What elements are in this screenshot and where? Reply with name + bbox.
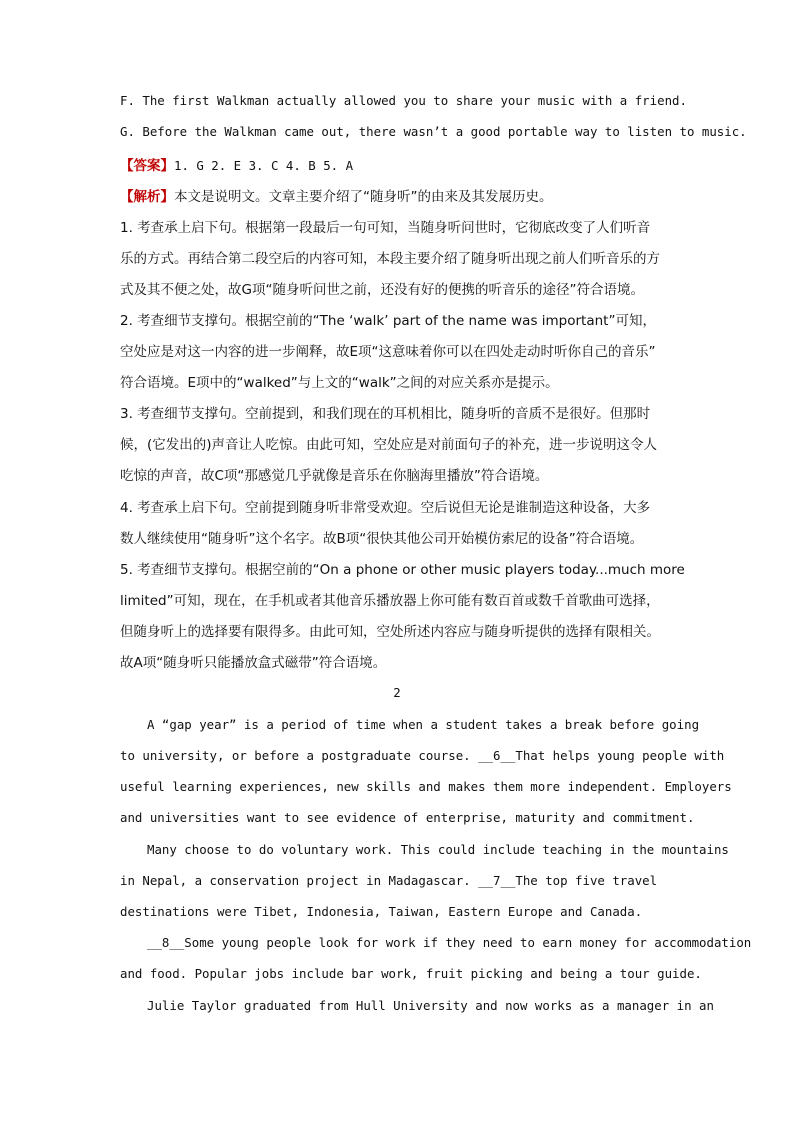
analysis-line: 5. 考查细节支撑句。根据空前的“On a phone or other music players today...much more [120, 562, 685, 578]
section-number: 2 [393, 685, 401, 700]
passage-line: useful learning experiences, new skills and makes them more independent. Employers [120, 779, 732, 794]
analysis-label: 【解析】 [120, 189, 174, 205]
analysis-line: 式及其不便之处，故G项“随身听问世之前，还没有好的便携的听音乐的途径”符合语境。 [120, 282, 644, 298]
passage-line: destinations were Tibet, Indonesia, Taiwan, Eastern Europe and Canada. [120, 904, 643, 919]
passage-line: and food. Popular jobs include bar work, fruit picking and being a tour guide. [120, 966, 702, 981]
passage-line: in Nepal, a conservation project in Madagascar. __7__The top five travel [120, 873, 658, 888]
answer-label: 【答案】 [120, 158, 174, 174]
analysis-line: 但随身听上的选择要有限得多。由此可知，空处所述内容应与随身听提供的选择有限相关。 [120, 624, 660, 640]
analysis-line: 3. 考查细节支撑句。空前提到，和我们现在的耳机相比，随身听的音质不是很好。但那时 [120, 406, 651, 422]
answer-text: 1. G 2. E 3. C 4. B 5. A [174, 158, 354, 173]
analysis-line: 2. 考查细节支撑句。根据空前的“The ‘walk’ part of the name was important”可知， [120, 313, 656, 329]
passage-line: A “gap year” is a period of time when a student takes a break before going [147, 717, 700, 732]
analysis-line: 故A项“随身听只能播放盒式磁带”符合语境。 [120, 655, 387, 671]
passage-line: __8__Some young people look for work if they need to earn money for accommodation [147, 935, 752, 950]
analysis-line: 候，(它发出的)声音让人吃惊。由此可知，空处应是对前面句子的补充，进一步说明这令人 [120, 437, 658, 453]
analysis-line: limited”可知，现在，在手机或者其他音乐播放器上你可能有数百首或数千首歌曲可选择， [120, 593, 660, 609]
answer-line [120, 154, 353, 174]
option-f: F. The first Walkman actually allowed you to share your music with a friend. [120, 93, 687, 108]
analysis-line: 空处应是对这一内容的进一步阐释，故E项“这意味着你可以在四处走动时听你自己的音乐” [120, 344, 656, 360]
option-g: G. Before the Walkman came out, there wasn’t a good portable way to listen to music. [120, 124, 747, 139]
analysis-line: 吃惊的声音，故C项“那感觉几乎就像是音乐在你脑海里播放”符合语境。 [120, 468, 549, 484]
analysis-line: 1. 考查承上启下句。根据第一段最后一句可知，当随身听问世时，它彻底改变了人们听音 [120, 220, 651, 236]
analysis-line: 符合语境。E项中的“walked”与上文的“walk”之间的对应关系亦是提示。 [120, 375, 559, 391]
analysis-intro: 本文是说明文。文章主要介绍了“随身听”的由来及其发展历史。 [174, 189, 553, 205]
analysis-line: 4. 考查承上启下句。空前提到随身听非常受欢迎。空后说但无论是谁制造这种设备，大多 [120, 500, 651, 516]
passage-line: Many choose to do voluntary work. This could include teaching in the mountains [147, 842, 729, 857]
analysis-line: 乐的方式。再结合第二段空后的内容可知，本段主要介绍了随身听出现之前人们听音乐的方 [120, 251, 660, 267]
analysis-intro-line [120, 185, 553, 205]
passage-line: to university, or before a postgraduate course. __6__That helps young people with [120, 748, 725, 763]
passage-line: Julie Taylor graduated from Hull University and now works as a manager in an [147, 998, 714, 1013]
passage-line: and universities want to see evidence of enterprise, maturity and commitment. [120, 810, 695, 825]
analysis-line: 数人继续使用“随身听”这个名字。故B项“很快其他公司开始模仿索尼的设备”符合语境。 [120, 531, 644, 547]
